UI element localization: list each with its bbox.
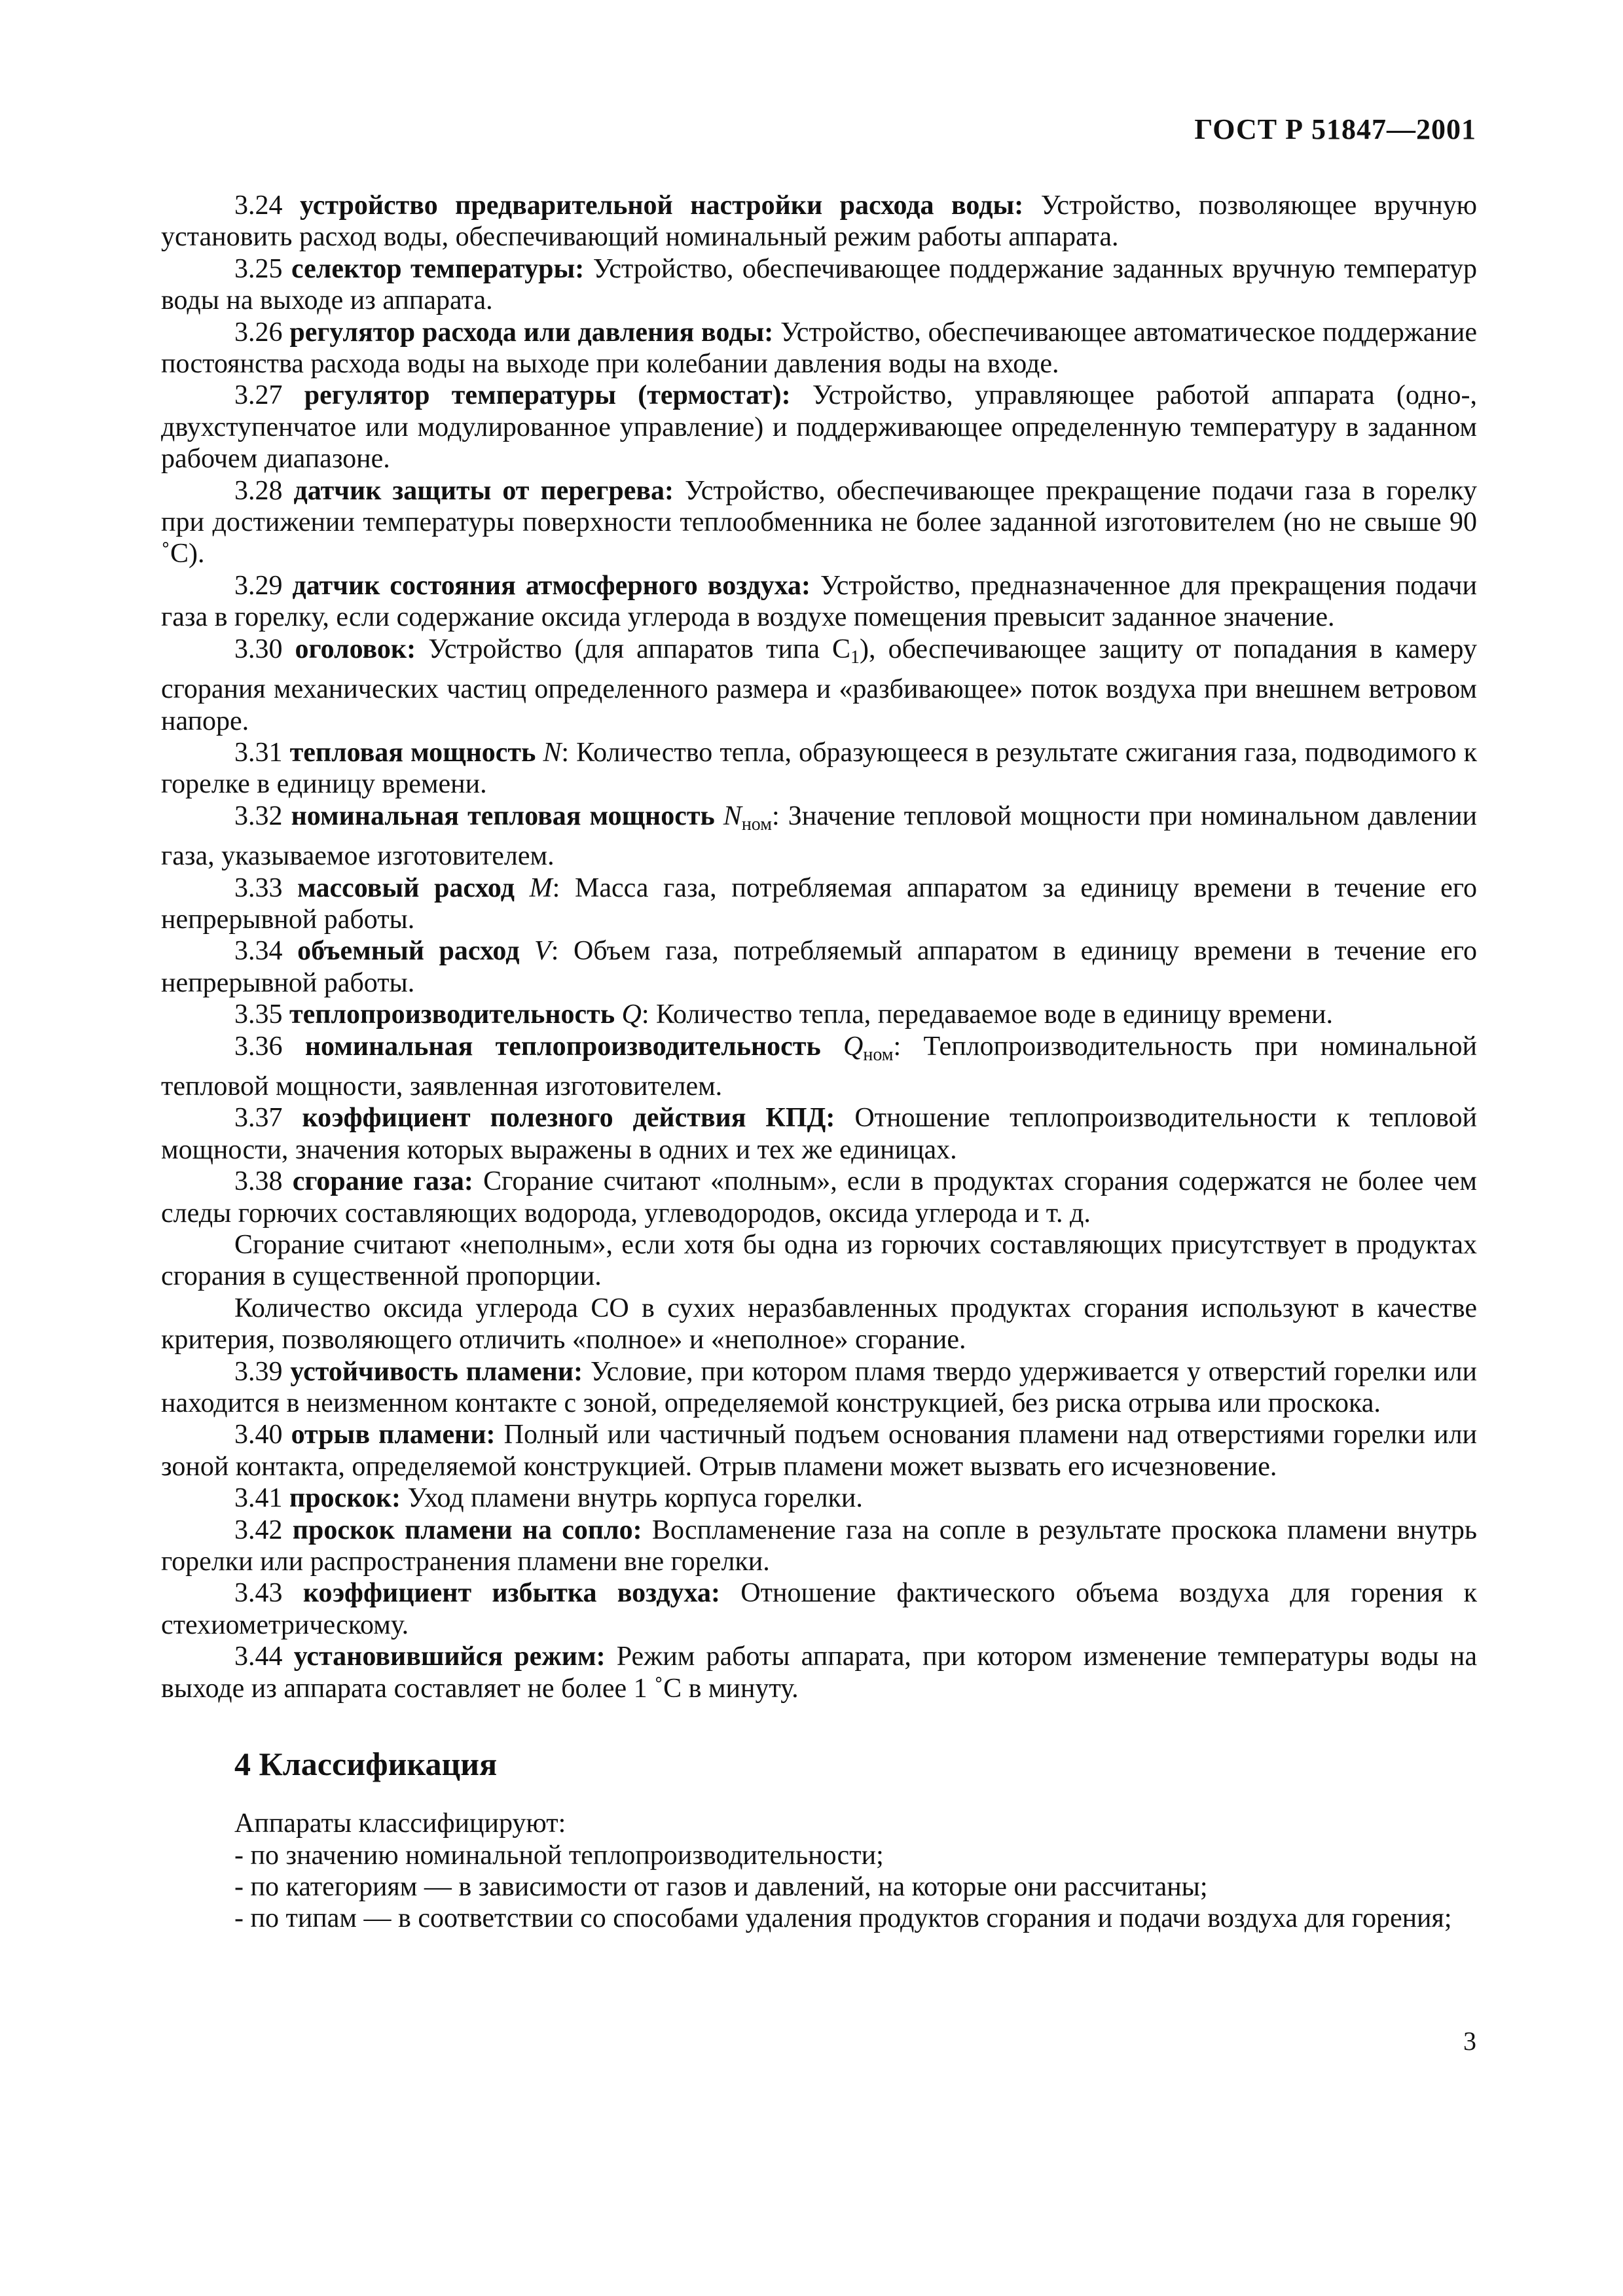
definition-text: : Объем газа, потребляемый аппаратом в единицу времени в течение его непрерывной работы. — [161, 936, 1478, 998]
definition-item — [161, 1356, 1477, 1420]
term: номинальная теплопроизводительность — [304, 1031, 821, 1062]
term: тепловая мощность — [289, 737, 536, 768]
definition-item — [161, 1419, 1477, 1482]
symbol: Q — [843, 1031, 864, 1062]
classification-item: - по категориям — в зависимости от газов и давлений, на которые они рассчитаны; — [234, 1871, 1208, 1902]
term: проскок пламени на сопло: — [292, 1515, 642, 1545]
definition-text: Устройство, обеспечивающее прекращение подачи газа в горелку при достижении температуры поверхности теплообменника не более заданной изготовителем (но не свыше 90 ˚С). — [161, 475, 1477, 569]
definition-text: Уход пламени внутрь корпуса горелки. — [401, 1483, 863, 1514]
definition-text: : Количество тепла, образующееся в результате сжигания газа, подводимого к горелке в единицу времени. — [161, 737, 1477, 800]
subscript: 1 — [850, 647, 860, 668]
definition-text: Устройство, обеспечивающее поддержание заданных вручную температур воды на выходе из аппарата. — [161, 253, 1478, 316]
clause-number: 3.39 — [234, 1356, 283, 1387]
definition-item — [161, 380, 1477, 475]
clause-number: 3.38 — [234, 1166, 283, 1197]
definition-text: Устройство, предназначенное для прекращения подачи газа в горелку, если содержание оксида углерода в воздухе помещения превысит заданное значение. — [161, 570, 1477, 633]
clause-number: 3.37 — [234, 1103, 283, 1134]
definition-item — [161, 475, 1477, 570]
term: датчик состояния атмосферного воздуха: — [292, 570, 811, 601]
definitions-list — [161, 190, 1477, 1704]
definition-text: : Количество тепла, передаваемое воде в единицу времени. — [641, 999, 1333, 1030]
term: отрыв пламени: — [291, 1420, 496, 1450]
definition-item — [161, 634, 1477, 737]
document-header: ГОСТ Р 51847—2001 — [1194, 113, 1476, 145]
definition-text: Полный или частичный подъем основания пламени над отверстиями горелки или зоной контакта, определяемой конструкцией. Отрыв пламени может вызвать его исчезновение. — [161, 1420, 1477, 1482]
section-intro: Аппараты классифицируют: — [234, 1808, 566, 1839]
symbol-subscript: ном — [863, 1044, 894, 1065]
term: регулятор расхода или давления воды: — [289, 317, 774, 348]
definition-text: Условие, при котором пламя твердо удерживается у отверстий горелки или находится в неизменном контакте с зоной, определяемой конструкцией, без риска отрыва или проскока. — [161, 1356, 1478, 1419]
classification-list — [161, 1840, 1477, 1935]
clause-number: 3.31 — [234, 737, 283, 768]
term: устойчивость пламени: — [290, 1356, 583, 1387]
definition-text: : Масса газа, потребляемая аппаратом за единицу времени в течение его непрерывной работы. — [161, 872, 1477, 935]
definition-item — [161, 1577, 1477, 1641]
definition-item — [161, 1482, 1477, 1514]
classification-item: - по значению номинальной теплопроизводительности; — [234, 1840, 884, 1871]
definition-text: Устройство, обеспечивающее автоматическое поддержание постоянства расхода воды на выходе при колебании давления воды на входе. — [161, 317, 1477, 380]
term: установившийся режим: — [293, 1641, 606, 1672]
clause-number: 3.28 — [234, 475, 283, 506]
clause-number: 3.25 — [234, 253, 283, 284]
clause-number: 3.32 — [234, 800, 283, 831]
definition-text: Отношение фактического объема воздуха для горения к стехиометрическому. — [161, 1578, 1478, 1640]
clause-number: 3.35 — [234, 999, 283, 1030]
clause-number: 3.44 — [234, 1641, 283, 1672]
paragraph-text: Сгорание считают «неполным», если хотя бы одна из горючих составляющих присутствует в продуктах сгорания в существенной пропорции. — [161, 1230, 1477, 1292]
term: номинальная тепловая мощность — [291, 800, 715, 831]
symbol: N — [723, 800, 742, 831]
definition-text: Режим работы аппарата, при котором изменение температуры воды на выходе из аппарата составляет не более 1 ˚С в минуту. — [161, 1641, 1477, 1704]
definition-item — [161, 999, 1477, 1030]
definition-text: Устройство, управляющее работой аппарата (одно-, двухступенчатое или модулированное управление) и поддерживающее определенную температуру в заданном рабочем диапазоне. — [161, 380, 1477, 475]
term: коэффициент избытка воздуха: — [302, 1578, 720, 1609]
definition-continuation — [161, 1293, 1477, 1356]
clause-number: 3.27 — [234, 380, 283, 411]
symbol: N — [543, 737, 562, 768]
clause-number: 3.30 — [234, 634, 283, 664]
symbol: V — [534, 936, 551, 967]
term: селектор температуры: — [291, 253, 585, 284]
definition-item — [161, 1031, 1477, 1103]
term: объемный расход — [297, 936, 520, 967]
clause-number: 3.26 — [234, 317, 283, 348]
definition-continuation — [161, 1229, 1477, 1293]
definition-text: : Теплопроизводительность при номинальной тепловой мощности, заявленная изготовителем. — [161, 1031, 1478, 1102]
section-title: 4 Классификация — [234, 1746, 498, 1783]
definition-item — [161, 570, 1477, 634]
definition-item — [161, 1102, 1477, 1166]
clause-number: 3.34 — [234, 936, 283, 967]
clause-number: 3.29 — [234, 570, 283, 601]
clause-number: 3.40 — [234, 1420, 283, 1450]
classification-item: - по типам — в соответствии со способами удаления продуктов сгорания и подачи воздуха для горения; — [234, 1903, 1452, 1934]
definition-item — [161, 1641, 1477, 1704]
definition-text: Отношение теплопроизводительности к тепловой мощности, значения которых выражены в одних и тех же единицах. — [161, 1103, 1478, 1165]
term: оголовок: — [295, 634, 416, 664]
definition-item — [161, 800, 1477, 872]
term: коэффициент полезного действия КПД: — [302, 1103, 835, 1134]
definition-item — [161, 190, 1477, 253]
page-content — [161, 190, 1477, 1935]
definition-text: ), обеспечивающее защиту от попадания в камеру сгорания механических частиц определенного размера и «разбивающее» поток воздуха при внешнем ветровом напоре. — [161, 634, 1477, 736]
definition-text: : Значение тепловой мощности при номинальном давлении газа, указываемое изготовителем. — [161, 800, 1478, 872]
definition-item — [161, 872, 1477, 936]
clause-number: 3.36 — [234, 1031, 283, 1062]
definition-item — [161, 253, 1477, 317]
term: проскок: — [289, 1483, 401, 1514]
paragraph-text: Количество оксида углерода СО в сухих неразбавленных продуктах сгорания используют в качестве критерия, позволяющего отличить «полное» и «неполное» сгорание. — [161, 1293, 1477, 1355]
clause-number: 3.43 — [234, 1578, 283, 1609]
term: массовый расход — [297, 872, 515, 903]
definition-item — [161, 1166, 1477, 1229]
clause-number: 3.33 — [234, 872, 283, 903]
symbol: M — [529, 872, 553, 903]
page-number: 3 — [1463, 2026, 1476, 2056]
definition-text: Устройство, позволяющее вручную установить расход воды, обеспечивающий номинальный режим работы аппарата. — [161, 190, 1478, 253]
clause-number: 3.42 — [234, 1515, 283, 1545]
definition-item — [161, 1515, 1477, 1578]
definition-item — [161, 317, 1477, 380]
definition-text: Устройство (для аппаратов типа С — [416, 634, 851, 664]
symbol-subscript: ном — [741, 814, 772, 834]
term: сгорание газа: — [292, 1166, 473, 1197]
term: теплопроизводительность — [289, 999, 615, 1030]
clause-number: 3.24 — [234, 190, 283, 221]
definition-item — [161, 935, 1477, 999]
definition-text: Воспламенение газа на сопле в результате проскока пламени внутрь горелки или распространения пламени вне горелки. — [161, 1515, 1477, 1577]
term: датчик защиты от перегрева: — [293, 475, 674, 506]
definition-text: Сгорание считают «полным», если в продуктах сгорания содержатся не более чем следы горючих составляющих водорода, углеводородов, оксида углерода и т. д. — [161, 1166, 1477, 1229]
term: регулятор температуры (термостат): — [304, 380, 791, 411]
term: устройство предварительной настройки расхода воды: — [299, 190, 1024, 221]
symbol: Q — [621, 999, 642, 1030]
definition-item — [161, 737, 1477, 800]
clause-number: 3.41 — [234, 1483, 283, 1514]
